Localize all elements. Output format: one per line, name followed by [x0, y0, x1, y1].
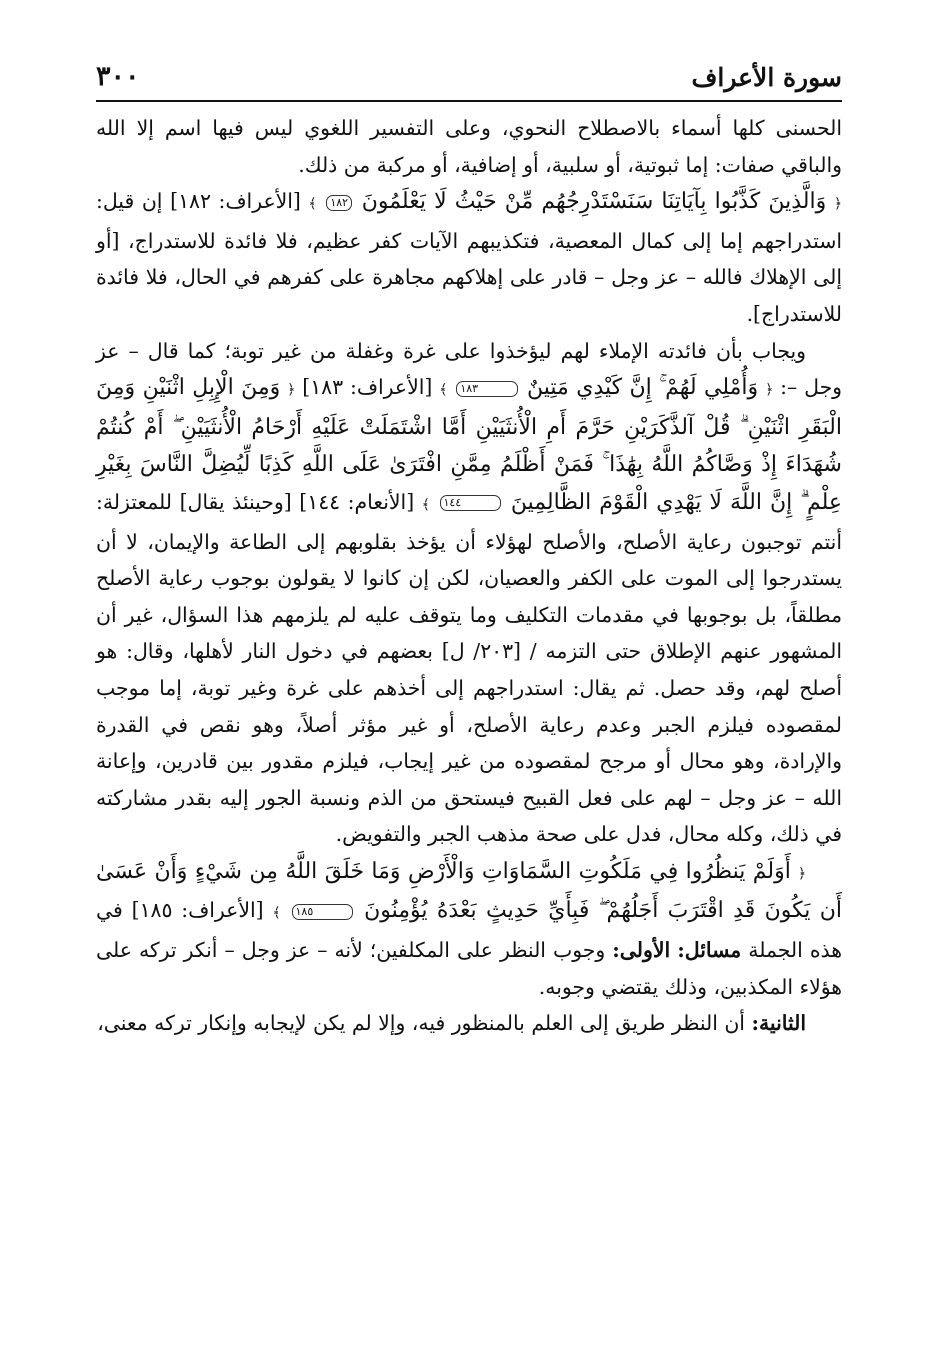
second-issue-label: الثانية: — [751, 1011, 806, 1036]
paragraph-1 — [96, 110, 842, 183]
paragraph-5 — [96, 1005, 842, 1042]
quran-close-bracket: ﴾ — [272, 905, 281, 922]
verse-reference: [الأعراف: ١٨٥] — [131, 898, 264, 923]
page-body — [96, 110, 842, 1042]
quran-verse: وَمِنَ الْإِبِلِ اثْنَيْنِ وَمِنَ الْبَقَرِ اثْنَيْنِ ۗ قُلْ آلذَّكَرَيْنِ حَرَّمَ أَمِ الْأُنثَيَيْنِ أَمَّا اشْتَمَلَتْ عَلَيْهِ أَرْحَامُ الْأُنثَيَيْنِ ۖ أَمْ كُنتُمْ شُهَدَاءَ إِذْ وَصَّاكُمُ اللَّهُ بِهَٰذَا ۚ فَمَنْ أَظْلَمُ مِمَّنِ افْتَرَىٰ عَلَى اللَّهِ كَذِبًا لِّيُضِلَّ النَّاسَ بِغَيْرِ عِلْمٍ ۗ إِنَّ اللَّهَ لَا يَهْدِي الْقَوْمَ الظَّالِمِينَ — [96, 375, 843, 515]
p3-text-2: [وحينئذ يقال] للمعتزلة: أنتم توجبون رعاية الأصلح، والأصلح لهؤلاء أن يؤخذ بقلوبهم إلى الطاعة والإيمان، لا أن يستدرجوا إلى الموت على الكفر والعصيان، لكن إن كانوا لا يقولون بوجوب رعاية الأصلح مطلقاً، بل بوجوبها في مقدمات التكليف وما يتوقف عليه لم يلزمهم هذا السؤال، غير أن المشهور عنهم الإطلاق حتى التزمه / [٢٠٣/ ل] بعضهم في دخول النار لأهلها، وقال: هو أصلح لهم، وقد حصل. ثم يقال: استدراجهم إلى أخذهم على غرة وغير توبة، إما موجب لمقصوده فيلزم الجبر وعدم رعاية الأصلح، أو غير مؤثر أصلاً، وهو نقص في القدرة والإرادة، وهو محال أو مرجح لمقصوده من غير إيجاب، فيلزم مقدور بين قادرين، وإعانة الله – عز وجل – لهم على فعل القبيح فيستحق من الذم ونسبة الجور إليه بقدر مشاركته في ذلك، وكله محال، فدل على صحة مذهب الجبر والتفويض. — [96, 489, 842, 847]
quran-close-bracket: ﴾ — [421, 496, 430, 513]
paragraph-2 — [96, 183, 842, 332]
page-header — [96, 52, 842, 92]
verse-reference: [الأعراف: ١٨٣] — [302, 375, 433, 400]
quran-close-bracket: ﴾ — [308, 196, 317, 213]
verse-reference: [الأعراف: ١٨٢] — [170, 189, 301, 214]
p4-text-2: وجوب النظر على المكلفين؛ لأنه – عز وجل – أنكر تركه على هؤلاء المكذبين، وذلك يقتضي وجوبه. — [96, 938, 842, 999]
quran-close-bracket: ﴾ — [439, 382, 448, 399]
aya-number-badge: ١٨٣ — [456, 381, 518, 397]
quran-verse: وَالَّذِينَ كَذَّبُوا بِآيَاتِنَا سَنَسْتَدْرِجُهُم مِّنْ حَيْثُ لَا يَعْلَمُونَ — [361, 189, 827, 215]
quran-open-bracket: ﴿ — [833, 196, 843, 213]
first-issue-label: الأولى: — [612, 938, 671, 963]
quran-verse: وَأُمْلِي لَهُمْ ۚ إِنَّ كَيْدِي مَتِينٌ — [527, 375, 759, 401]
quran-open-bracket: ﴿ — [765, 382, 774, 399]
aya-number-badge: ١٨٥ — [292, 904, 354, 920]
surah-title: سورة الأعراف — [691, 63, 842, 92]
paragraph-4 — [96, 853, 842, 1005]
quran-open-bracket: ﴿ — [287, 382, 296, 399]
aya-number-badge: ١٤٤ — [440, 495, 502, 511]
p1-text: الحسنى كلها أسماء بالاصطلاح النحوي، وعلى التفسير اللغوي ليس فيها اسم إلا الله والباقي صفات: إما ثبوتية، أو سلبية، أو إضافية، أو مركبة من ذلك. — [96, 116, 842, 177]
verse-reference: [الأنعام: ١٤٤] — [299, 489, 415, 514]
p2-text: إن قيل: استدراجهم إما إلى كمال المعصية، فتكذيبهم الآيات كفر عظيم، فلا فائدة للاستدراج، [أو إلى الإهلاك فالله – عز وجل – قادر على إهلاكهم مجاهرة على كفرهم في الحال، فلا فائدة للاستدراج]. — [96, 189, 842, 326]
aya-number-badge: ١٨٢ — [326, 195, 352, 211]
p5-text: أن النظر طريق إلى العلم بالمنظور فيه، وإلا لم يكن لإيجابه وإنكار تركه معنى، — [97, 1011, 745, 1036]
quran-open-bracket: ﴿ — [797, 865, 807, 882]
header-rule — [96, 100, 842, 102]
paragraph-3 — [96, 333, 842, 853]
p3-text-1: ويجاب بأن فائدته الإملاء لهم ليؤخذوا على غرة وغفلة من غير توبة؛ كما قال – عز وجل –: — [96, 338, 843, 400]
p4-text-1: في هذه الجملة — [96, 898, 842, 963]
page-number: ٣٠٠ — [96, 61, 140, 92]
masail-label: مسائل: — [677, 938, 742, 963]
quran-verse: أَوَلَمْ يَنظُرُوا فِي مَلَكُوتِ السَّمَاوَاتِ وَالْأَرْضِ وَمَا خَلَقَ اللَّهُ مِن شَيْءٍ وَأَنْ عَسَىٰ أَن يَكُونَ قَدِ اقْتَرَبَ أَجَلُهُمْ ۖ فَبِأَيِّ حَدِيثٍ بَعْدَهُ يُؤْمِنُونَ — [96, 858, 842, 924]
